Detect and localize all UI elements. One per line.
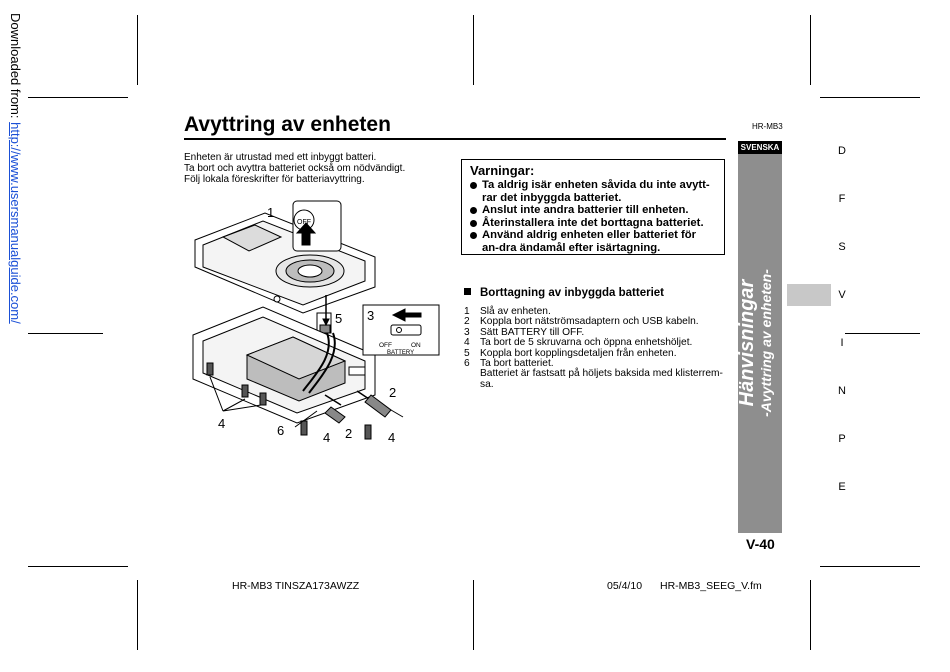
step-text: Ta bort de 5 skruvarna och öppna enhetshöljet.: [480, 337, 693, 349]
step-number: 2: [464, 316, 470, 328]
warning-item: Anslut inte andra batterier till enheten.: [470, 204, 716, 217]
language-index-f[interactable]: F: [838, 193, 846, 205]
sidebar-vertical-title: [736, 173, 780, 513]
warnings-title: Varningar:: [470, 163, 535, 178]
battery-removal-illustration: [185, 195, 445, 455]
title-rule: [184, 138, 726, 140]
footer-date: 05/4/10: [607, 580, 643, 592]
crop-mark: [810, 580, 811, 650]
footer-doc-code: HR-MB3 TINSZA173AWZZ: [232, 580, 360, 592]
section-heading: [464, 287, 664, 299]
step-text: Koppla bort nätströmsadaptern och USB kabeln.: [480, 316, 699, 328]
intro-line: Följ lokala föreskrifter för batteriavyttring.: [184, 174, 365, 185]
crop-mark: [820, 97, 920, 98]
callout-6: 6: [277, 423, 285, 438]
callout-4: 4: [218, 416, 226, 431]
crop-mark: [137, 15, 138, 85]
language-index-s[interactable]: S: [838, 241, 846, 253]
step-number: 5: [464, 347, 470, 359]
intro-line: Enheten är utrustad med ett inbyggt batteri.: [184, 152, 377, 163]
callout-4: 4: [323, 430, 331, 445]
download-prefix: Downloaded from:: [8, 13, 23, 123]
off-label: OFF: [297, 219, 311, 226]
crop-mark: [473, 580, 474, 650]
footer-file-name: HR-MB3_SEEG_V.fm: [660, 580, 762, 592]
language-index-d[interactable]: D: [838, 145, 846, 157]
warnings-list: [470, 179, 716, 254]
callout-2: 2: [389, 385, 397, 400]
battery-switch-label: BATTERY: [387, 350, 415, 356]
intro-text: [184, 152, 454, 185]
model-label: HR-MB3: [752, 122, 783, 131]
step-number: 1: [464, 306, 470, 317]
square-bullet-icon: [464, 288, 471, 295]
step-number: 3: [464, 326, 470, 338]
step-note: Batteriet är fastsatt på höljets baksida med klisterrem-sa.: [480, 368, 723, 390]
step-number: 4: [464, 337, 470, 349]
download-link[interactable]: http://www.usersmanualguide.com/: [8, 122, 23, 324]
active-language-highlight: [787, 284, 831, 306]
language-index-p[interactable]: P: [838, 433, 846, 445]
step-number: 6: [464, 358, 470, 370]
sidebar-subtitle: -Avyttring av enheten-: [758, 269, 774, 417]
intro-line: Ta bort och avyttra batteriet också om nödvändigt.: [184, 163, 406, 174]
crop-mark: [137, 580, 138, 650]
crop-mark: [28, 97, 128, 98]
crop-mark: [820, 566, 920, 567]
callout-5: 5: [335, 311, 343, 326]
warning-item: Ta aldrig isär enheten såvida du inte avytt-rar det inbyggda batteriet.: [470, 179, 716, 204]
page-number: V-40: [746, 536, 775, 552]
switch-on-label: ON: [411, 342, 421, 349]
step-text: Ta bort batteriet.: [480, 358, 554, 370]
sidebar-title: Hänvisningar: [736, 279, 758, 407]
language-index-e[interactable]: E: [838, 481, 846, 493]
switch-off-label: OFF: [379, 342, 392, 349]
steps-list: [464, 307, 726, 390]
language-tag: SVENSKA: [738, 141, 782, 154]
step-text: Slå av enheten.: [480, 306, 551, 317]
callout-1: 1: [267, 205, 275, 220]
step-text: Sätt BATTERY till OFF.: [480, 326, 585, 338]
callout-4: 4: [388, 430, 396, 445]
warning-item: Använd aldrig enheten eller batteriet för an-dra ändamål efter isärtagning.: [470, 229, 716, 254]
crop-mark: [810, 15, 811, 85]
warning-item: Återinstallera inte det borttagna batteriet.: [470, 217, 716, 230]
language-index-i[interactable]: I: [840, 337, 844, 349]
warnings-box: [461, 159, 725, 255]
callout-2: 2: [345, 426, 353, 441]
page-title: Avyttring av enheten: [184, 113, 391, 136]
crop-mark: [28, 566, 128, 567]
step-text: Koppla bort kopplingsdetaljen från enheten.: [480, 347, 677, 359]
crop-mark: [473, 15, 474, 85]
language-index-v[interactable]: V: [838, 289, 846, 301]
crop-mark: [845, 333, 920, 334]
section-heading-text: Borttagning av inbyggda batteriet: [480, 287, 665, 299]
callout-3: 3: [367, 308, 375, 323]
language-index-n[interactable]: N: [838, 385, 846, 397]
download-source-note: [7, 13, 23, 323]
crop-mark: [28, 333, 103, 334]
